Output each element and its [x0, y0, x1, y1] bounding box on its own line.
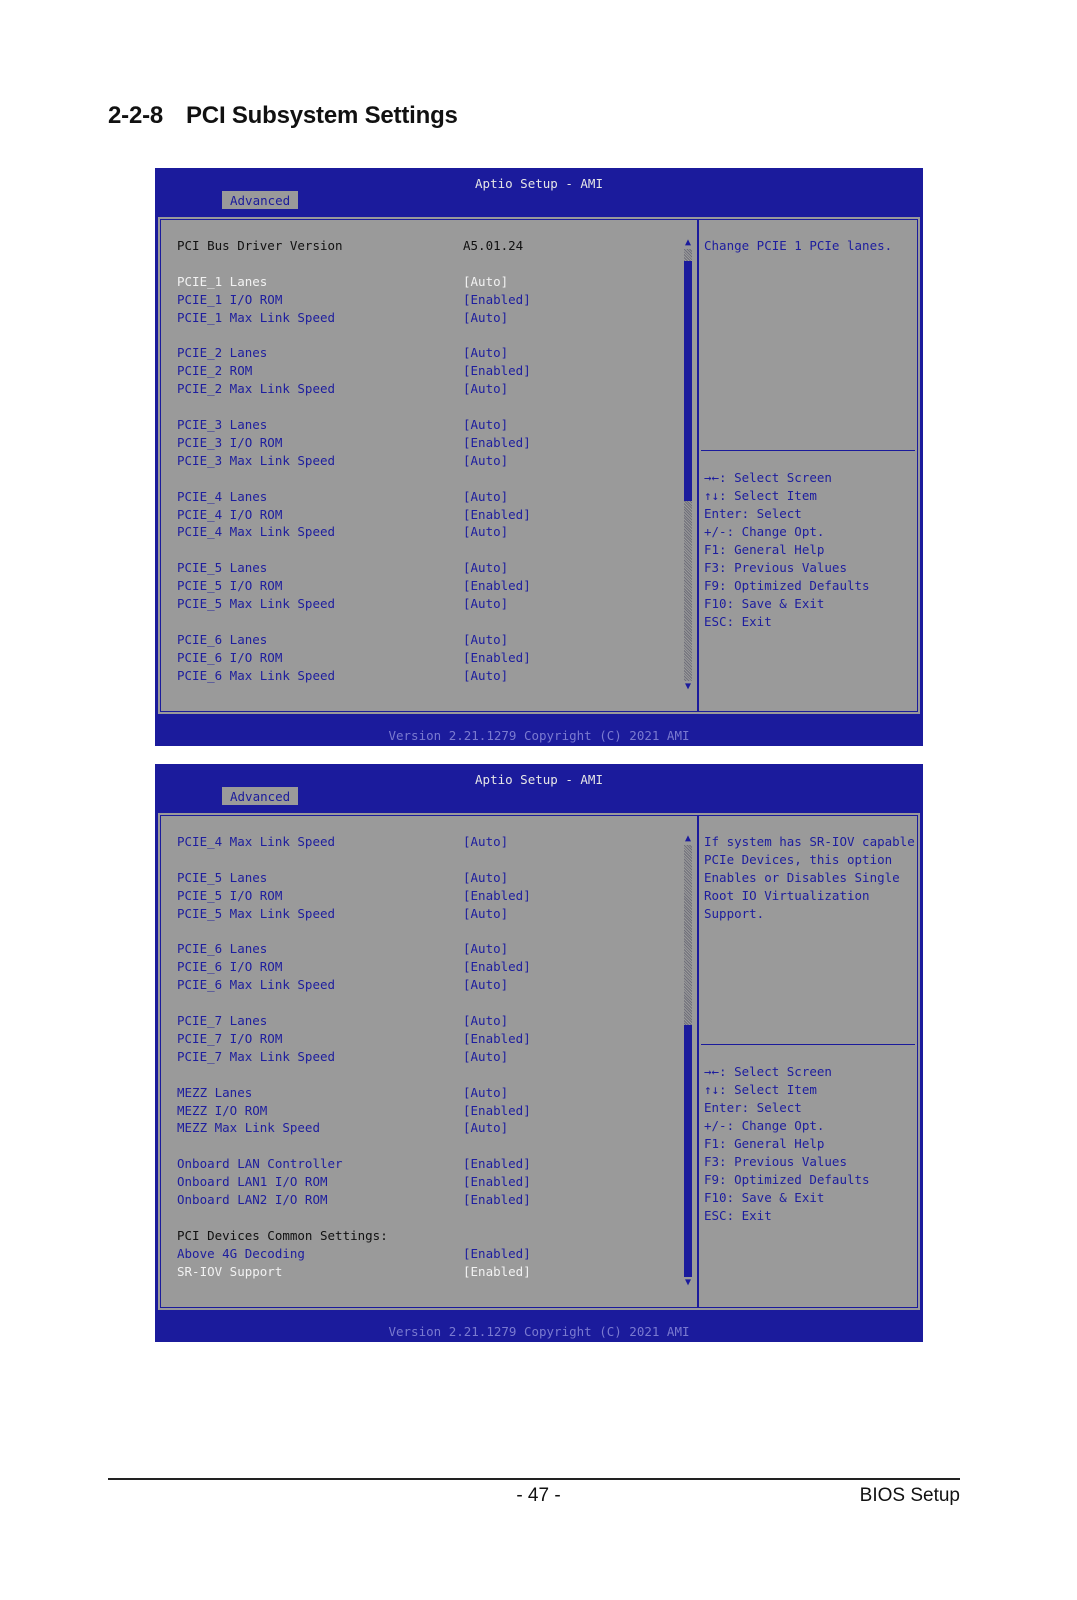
setting-label: PCIE_7 Lanes [177, 1013, 268, 1028]
scroll-up-icon[interactable]: ▲ [684, 237, 692, 248]
setting-value[interactable]: [Auto] [463, 273, 509, 289]
setting-label: MEZZ Lanes [177, 1084, 253, 1100]
setting-value: A5.01.24 [463, 238, 524, 253]
key-hint: Enter: Select [704, 1100, 802, 1115]
scroll-thumb[interactable] [684, 261, 692, 501]
setting-label: PCIE_1 Max Link Speed [177, 309, 336, 325]
setting-value[interactable]: [Enabled] [463, 1192, 531, 1207]
setting-label: Onboard LAN Controller [177, 1156, 343, 1172]
version-footer: Version 2.21.1279 Copyright (C) 2021 AMI [388, 728, 690, 743]
setting-value[interactable]: [Enabled] [463, 649, 531, 665]
setting-value[interactable]: [Auto] [463, 834, 509, 849]
help-text: If system has SR-IOV capable PCIe Devices, this option Enables or Disables Single Root IO Virtualization Support. [704, 834, 923, 921]
key-hint: F3: Previous Values [704, 560, 847, 575]
setting-value[interactable]: [Auto] [463, 381, 509, 397]
setting-value[interactable]: [Enabled] [463, 1245, 531, 1261]
setting-label: PCIE_1 I/O ROM [177, 291, 283, 307]
bios-title: Aptio Setup - AMI [475, 772, 603, 787]
setting-value[interactable]: [Auto] [463, 345, 509, 361]
setting-label: PCIE_3 Lanes [177, 417, 268, 432]
setting-value[interactable]: [Auto] [463, 905, 509, 921]
setting-label: PCIE_6 I/O ROM [177, 959, 283, 975]
key-hint: ↑↓: Select Item [704, 488, 817, 503]
setting-label: PCIE_5 Max Link Speed [177, 596, 336, 611]
setting-value[interactable]: [Auto] [463, 309, 509, 325]
help-divider [701, 450, 915, 451]
setting-label: PCIE_4 Max Link Speed [177, 524, 336, 540]
key-hint: ESC: Exit [704, 1208, 772, 1223]
setting-value[interactable]: [Auto] [463, 524, 509, 540]
setting-value[interactable]: [Enabled] [463, 1174, 531, 1190]
key-hint: F10: Save & Exit [704, 596, 825, 611]
setting-value[interactable]: [Enabled] [463, 887, 531, 903]
section-number: 2-2-8 [108, 102, 164, 129]
setting-value[interactable]: [Auto] [463, 667, 509, 683]
setting-value[interactable]: [Enabled] [463, 1263, 531, 1279]
setting-value[interactable]: [Auto] [463, 560, 509, 576]
key-hint: +/-: Change Opt. [704, 524, 825, 539]
key-hint: F9: Optimized Defaults [704, 578, 870, 593]
key-hint: F9: Optimized Defaults [704, 1172, 870, 1187]
setting-label: PCI Devices Common Settings: [177, 1227, 388, 1243]
help-divider [701, 1044, 915, 1045]
key-hint: F3: Previous Values [704, 1154, 847, 1169]
setting-label: Onboard LAN1 I/O ROM [177, 1174, 328, 1190]
setting-label: PCIE_4 I/O ROM [177, 506, 283, 522]
page-number: - 47 - [516, 1485, 561, 1506]
setting-value[interactable]: [Enabled] [463, 363, 531, 379]
key-legend [704, 1063, 870, 1225]
setting-label: Above 4G Decoding [177, 1245, 305, 1261]
setting-label: PCIE_2 ROM [177, 363, 253, 379]
setting-label: PCIE_2 Max Link Speed [177, 381, 336, 397]
setting-label: PCIE_7 Max Link Speed [177, 1048, 336, 1064]
setting-label: PCIE_5 I/O ROM [177, 578, 283, 594]
help-text: Change PCIE 1 PCIe lanes. [704, 238, 893, 253]
setting-value[interactable]: [Auto] [463, 869, 509, 885]
section-heading [108, 102, 458, 130]
setting-value[interactable]: [Enabled] [463, 1030, 531, 1046]
setting-value[interactable]: [Auto] [463, 1084, 509, 1100]
settings-panel [158, 813, 923, 1310]
setting-label: PCIE_6 Max Link Speed [177, 977, 336, 993]
key-hint: +/-: Change Opt. [704, 1118, 825, 1133]
setting-label: PCIE_6 Lanes [177, 631, 268, 647]
setting-value[interactable]: [Auto] [463, 1048, 509, 1064]
scroll-up-icon[interactable]: ▲ [684, 833, 692, 844]
setting-value[interactable]: [Enabled] [463, 434, 531, 450]
bios-screen [155, 764, 923, 1342]
key-hint: F1: General Help [704, 542, 825, 557]
bios-screen [155, 168, 923, 746]
key-hint: ↑↓: Select Item [704, 1082, 817, 1097]
setting-value[interactable]: [Auto] [463, 488, 509, 504]
setting-label: PCIE_2 Lanes [177, 345, 268, 361]
key-legend [704, 469, 870, 631]
setting-label: PCIE_5 Max Link Speed [177, 905, 336, 921]
setting-label: PCIE_5 I/O ROM [177, 887, 283, 903]
setting-label: PCIE_6 Lanes [177, 941, 268, 957]
key-hint: F1: General Help [704, 1136, 825, 1151]
setting-value[interactable]: [Enabled] [463, 578, 531, 594]
setting-label: PCIE_4 Max Link Speed [177, 834, 336, 849]
setting-value[interactable]: [Auto] [463, 1013, 509, 1028]
key-hint: F10: Save & Exit [704, 1190, 825, 1205]
version-footer: Version 2.21.1279 Copyright (C) 2021 AMI [388, 1324, 690, 1339]
setting-value[interactable]: [Enabled] [463, 1102, 531, 1118]
bios-title: Aptio Setup - AMI [475, 176, 603, 191]
setting-label: MEZZ I/O ROM [177, 1102, 268, 1118]
scroll-thumb[interactable] [684, 1025, 692, 1277]
key-hint: ESC: Exit [704, 614, 772, 629]
footer-rule [108, 1478, 960, 1480]
setting-value[interactable]: [Auto] [463, 941, 509, 957]
setting-label: SR-IOV Support [177, 1263, 283, 1279]
setting-value[interactable]: [Enabled] [463, 506, 531, 522]
key-hint: →←: Select Screen [704, 470, 832, 485]
key-hint: →←: Select Screen [704, 1064, 832, 1079]
setting-label: PCIE_3 Max Link Speed [177, 452, 336, 468]
setting-value[interactable]: [Enabled] [463, 291, 531, 307]
section-title: PCI Subsystem Settings [186, 102, 458, 129]
setting-label: PCIE_7 I/O ROM [177, 1030, 283, 1046]
panel-divider [697, 219, 699, 712]
tab-advanced[interactable]: Advanced [222, 191, 298, 209]
setting-label: PCIE_6 I/O ROM [177, 649, 283, 665]
setting-label: PCIE_4 Lanes [177, 488, 268, 504]
setting-value[interactable]: [Auto] [463, 1120, 509, 1136]
tab-advanced[interactable]: Advanced [222, 787, 298, 805]
scroll-down-icon[interactable]: ▼ [684, 681, 692, 692]
setting-label: PCIE_5 Lanes [177, 869, 268, 885]
panel-divider [697, 815, 699, 1308]
setting-label: PCIE_6 Max Link Speed [177, 667, 336, 683]
setting-value[interactable]: [Enabled] [463, 1156, 531, 1172]
settings-panel [158, 217, 920, 714]
setting-label: PCIE_3 I/O ROM [177, 434, 283, 450]
setting-value[interactable]: [Auto] [463, 417, 509, 432]
scroll-down-icon[interactable]: ▼ [684, 1277, 692, 1288]
setting-value[interactable]: [Auto] [463, 977, 509, 993]
section-name: BIOS Setup [859, 1485, 960, 1506]
setting-value[interactable]: [Enabled] [463, 959, 531, 975]
key-hint: Enter: Select [704, 506, 802, 521]
setting-value[interactable]: [Auto] [463, 452, 509, 468]
setting-label: PCI Bus Driver Version [177, 238, 343, 253]
setting-label: MEZZ Max Link Speed [177, 1120, 320, 1136]
setting-label: PCIE_5 Lanes [177, 560, 268, 576]
setting-value[interactable]: [Auto] [463, 631, 509, 647]
setting-value[interactable]: [Auto] [463, 596, 509, 611]
setting-label: Onboard LAN2 I/O ROM [177, 1192, 328, 1207]
setting-label: PCIE_1 Lanes [177, 273, 268, 289]
